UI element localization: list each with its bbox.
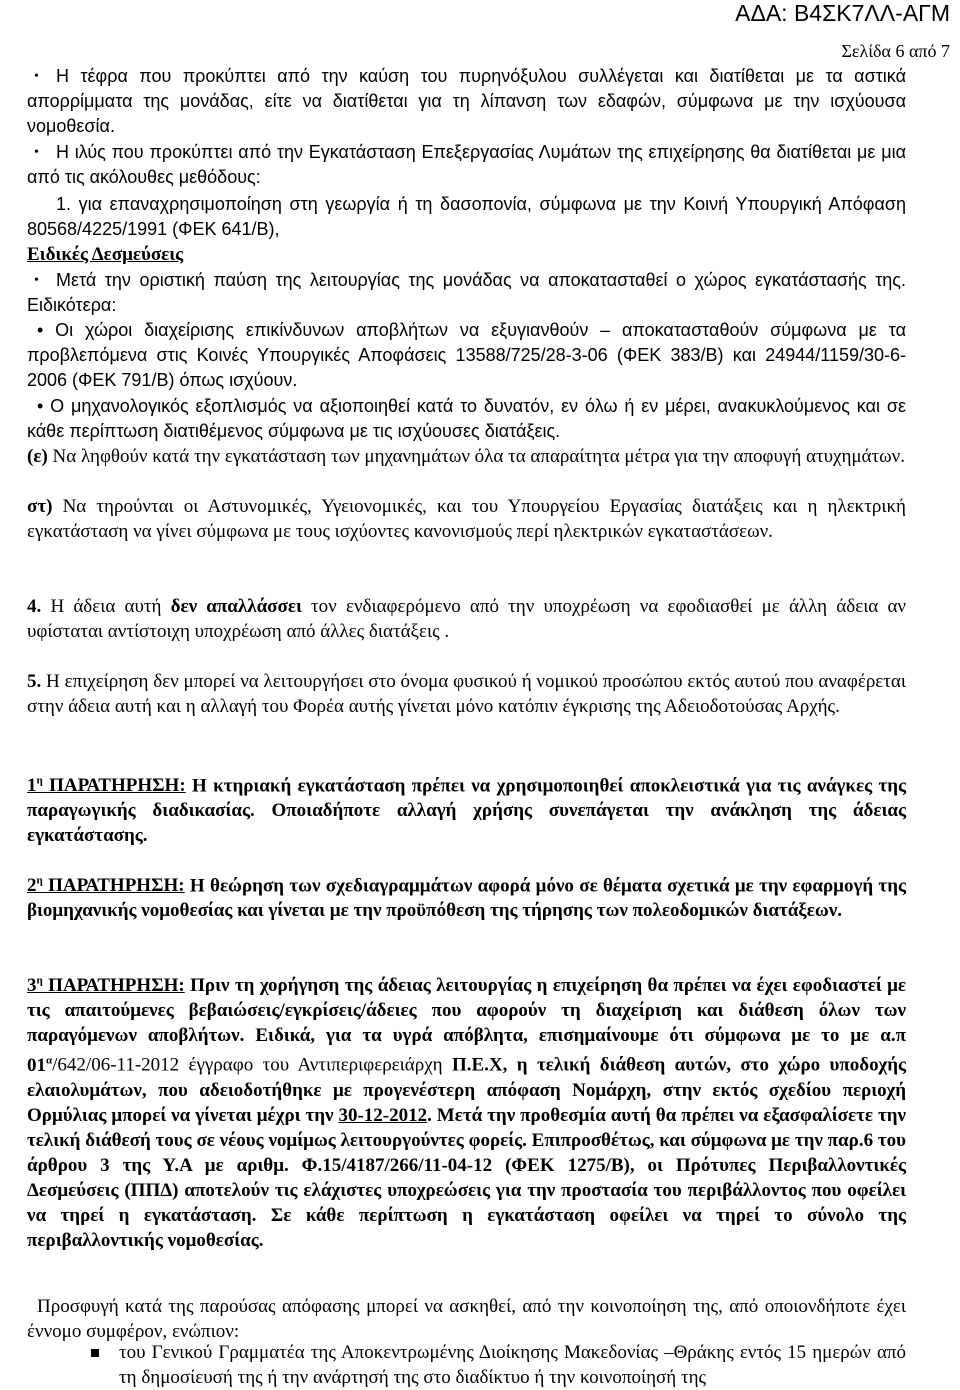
clause-st: στ) Να τηρούνται οι Αστυνομικές, Υγειονομικές, και του Υπουργείου Εργασίας διατάξεις και η ηλεκτρική εγκατάσταση να γίνει σύμφωνα με τους ισχύοντες κανονισμούς περί ηλεκτρικών εγκαταστάσεων. xyxy=(27,496,906,542)
note-2: $2^\eta$ ΠΑΡΑΤΗΡΗΣΗ: Η θεώρηση των σχεδιαγραμμάτων αφορά μόνο σε θέματα σχετικά με την εφαρμογή της βιομηχανικής νομοθεσίας και γίνεται με την προϋπόθεση της τήρησης των πολεοδομικών διατάξεων. xyxy=(27,875,907,922)
site-restoration: Μετά την οριστική παύση της λειτουργίας της μονάδας να αποκατασταθεί ο χώρος εγκατάστασής της. Ειδικότερα: xyxy=(27,270,906,315)
equipment-reuse: • Ο μηχανολογικός εξοπλισμός να αξιοποιηθεί κατά το δυνατόν, εν όλω ή εν μέρει, ανακυκλούμενος και σε κάθε περίπτωση διατιθέμενος σύμφωνα με τις ισχύουσες διατάξεις. xyxy=(27,396,906,441)
note-1: $1^\eta$ ΠΑΡΑΤΗΡΗΣΗ: Η κτηριακή εγκατάσταση πρέπει να χρησιμοποιηθεί αποκλειστικά για τις ανάγκες της παραγωγικής διαδικασίας. Οποιαδήποτε αλλαγή χρήσης συνεπάγεται την ανάκληση της άδειας εγκατάστασης. xyxy=(27,775,907,847)
sludge-reuse-method: 1. για επαναχρησιμοποίηση στη γεωργία ή τη δασοπονία, σύμφωνα με την Κοινή Υπουργική Απόφαση 80568/4225/1991 (ΦΕΚ 641/Β), xyxy=(27,194,906,239)
bullet-icon: • xyxy=(34,273,39,288)
appeal-item-1: του Γενικού Γραμματέα της Αποκεντρωμένης Διοίκησης Μακεδονίας –Θράκης εντός 15 ημερών από τη δημοσίευσή της ή την ανάρτησή της στο διαδίκτυο ή την κοινοποίησή της xyxy=(119,1342,906,1388)
bullet-icon: • xyxy=(34,69,39,84)
square-bullet-icon xyxy=(91,1349,99,1357)
sludge-disposal: Η ιλύς που προκύπτει από την Εγκατάσταση Επεξεργασίας Λυμάτων της επιχείρησης θα διατίθεται με μια από τις ακόλουθες μεθόδους: xyxy=(27,142,906,187)
hazardous-waste-restoration: • Οι χώροι διαχείρισης επικίνδυνων αποβλήτων να εξυγιανθούν – αποκατασταθούν σύμφωνα με τα προβλεπόμενα στις Κοινές Υπουργικές Αποφάσεις 13588/725/28-3-06 (ΦΕΚ 383/Β) και 24944/1159/30-6-2006 (ΦΕΚ 791/Β) όπως ισχύουν. xyxy=(27,320,906,390)
ada-code: ΑΔΑ: Β4ΣΚ7ΛΛ-ΑΓΜ xyxy=(735,0,950,26)
ash-disposal: Η τέφρα που προκύπτει από την καύση του πυρηνόξυλου συλλέγεται και διατίθεται με τα αστικά απορρίμματα της μονάδας, είτε να διατίθεται για τη λίπανση των εδαφών, σύμφωνα με την ισχύουσα νομοθεσία. xyxy=(27,66,906,136)
clause-e: (ε) Να ληφθούν κατά την εγκατάσταση των μηχανημάτων όλα τα απαραίτητα μέτρα για την αποφυγή ατυχημάτων. xyxy=(27,446,905,467)
item-4: 4. Η άδεια αυτή δεν απαλλάσσει τον ενδιαφερόμενο από την υποχρέωση να εφοδιασθεί με άλλη άδεια αν υφίσταται αντίστοιχη υποχρέωση από άλλες διατάξεις . xyxy=(27,596,906,642)
appeal-text: Προσφυγή κατά της παρούσας απόφασης μπορεί να ασκηθεί, από την κοινοποίηση της, από οποιονδήποτε έχει έννομο συμφέρον, ενώπιον: xyxy=(27,1296,906,1342)
page-number: Σελίδα 6 από 7 xyxy=(841,41,950,61)
note-3: $3^\eta$ ΠΑΡΑΤΗΡΗΣΗ: Πριν τη χορήγηση της άδειας λειτουργίας η επιχείρηση θα πρέπει να έχει εφοδιαστεί με τις απαιτούμενες βεβαιώσεις/εγκρίσεις/άδειες που αφορούν τη διαχείριση και διάθεση όλων των παραγόμενων αποβλήτων. Ειδικά, για τα υγρά απόβλητα, επισημαίνουμε ότι σύμφωνα με το με α.π $01^\alpha/642/06-11-2012$ έγγραφο του Αντιπεριφερειάρχη Π.Ε.Χ, η τελική διάθεση αυτών, στο χώρο υποδοχής ελαιολυμάτων, που αδειοδοτήθηκε με προγενέστερη απόφαση Νομάρχη, στην εκτός σχεδίου περιοχή Ορμύλιας μπορεί να γίνεται μέχρι την 30-12-2012. Μετά την προθεσμία αυτή θα πρέπει να εξασφαλίσετε την τελική διάθεσή τους σε νέους νομίμως λειτουργούντες φορείς. Επιπροσθέτως, και σύμφωνα με την παρ.6 του άρθρου 3 της Υ.Α με αριθμ. Φ.15/4187/266/11-04-12 (ΦΕΚ 1275/Β), οι Πρότυπες Περιβαλλοντικές Δεσμεύσεις (ΠΠΔ) αποτελούν τις ελάχιστες υποχρεώσεις για την προστασία του περιβάλλοντος που οφείλει να τηρεί η εγκατάσταση. Σε κάθε περίπτωση η εγκατάσταση οφείλει να τηρεί το σύνολο της περιβαλλοντικής νομοθεσίας. xyxy=(27,975,907,1251)
bullet-icon: • xyxy=(34,145,39,160)
item-5: 5. Η επιχείρηση δεν μπορεί να λειτουργήσει στο όνομα φυσικού ή νομικού προσώπου εκτός αυτού που αναφέρεται στην άδεια αυτή και η αλλαγή του Φορέα αυτής γίνεται μόνο κατόπιν έγκρισης της Αδειοδοτούσας Αρχής. xyxy=(27,671,906,717)
special-commitments-heading: Ειδικές Δεσμεύσεις xyxy=(27,244,184,265)
